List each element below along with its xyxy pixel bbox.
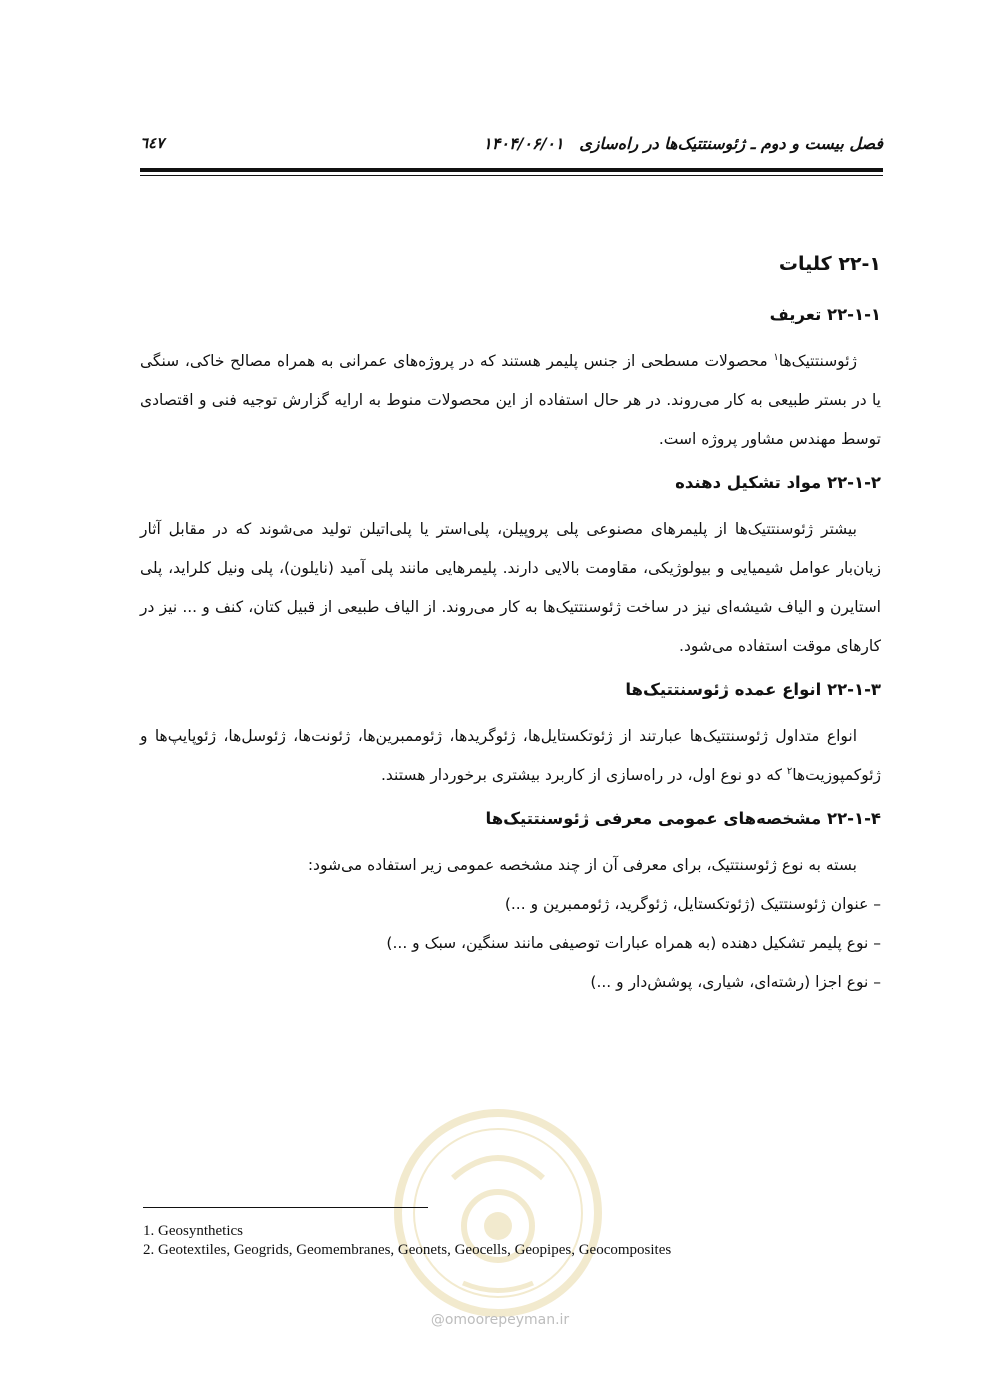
list-item: – نوع اجزا (رشته‌ای، شیاری، پوشش‌دار و ...) <box>590 973 881 991</box>
watermark-seal-icon <box>383 1098 613 1328</box>
paragraph-types <box>140 717 881 795</box>
paragraph-text: محصولات مسطحی از جنس پلیمر هستند که در پروژه‌های عمرانی به همراه مصالح خاکی، سنگی یا در بستر طبیعی به کار می‌روند. در هر حال استفاده از این محصولات منوط به ارایه گزارش توجیه فنی و اقتصادی توسط مهندس مشاور پروژه است. <box>140 352 881 448</box>
subsection-heading-definition: ۲۲-۱-۱ تعریف <box>769 305 881 324</box>
paragraph-text: که دو نوع اول، در راه‌سازی از کاربرد بیشتری برخوردار هستند. <box>380 766 787 784</box>
subsection-heading-materials: ۲۲-۱-۲ مواد تشکیل دهنده <box>675 473 881 492</box>
list-item: – نوع پلیمر تشکیل دهنده (به همراه عبارات توصیفی مانند سنگین، سبک و ...) <box>386 934 881 952</box>
paragraph-definition <box>140 342 881 459</box>
paragraph-materials: بیشتر ژئوسنتتیک‌ها از پلیمرهای مصنوعی پلی پروپیلن، پلی‌استر یا پلی‌اتیلن تولید می‌شوند که در مقابل آثار زیان‌بار عوامل شیمیایی و بیولوژیکی، مقاومت بالایی دارند. پلیمرهایی مانند پلی آمید (نایلون)، پلی ونیل کلراید، پلی استایرن و الیاف شیشه‌ای نیز در ساخت ژئوسنتتیک‌ها به کار می‌روند. از الیاف طبیعی از قبیل کتان، کنف و ... نیز در کارهای موقت استفاده می‌شود. <box>140 520 881 655</box>
footnote-ref: ۱ <box>773 351 779 363</box>
footnote-2: 2. Geotextiles, Geogrids, Geomembranes, Geonets, Geocells, Geopipes, Geocomposites <box>143 1242 672 1258</box>
subsection-heading-specs: ۲۲-۱-۴ مشخصه‌های عمومی معرفی ژئوسنتتیک‌ها <box>485 809 881 828</box>
watermark-site: @omoorepeyman.ir <box>430 1312 570 1328</box>
section-heading: ۲۲-۱ کلیات <box>778 253 881 275</box>
running-header <box>140 128 883 158</box>
list-item: – عنوان ژئوسنتتیک (ژئوتکستایل، ژئوگرید، ژئوممبرین و ...) <box>504 895 881 913</box>
footnote-rule <box>143 1207 428 1208</box>
footnote-ref: ۲ <box>786 765 793 777</box>
body-text <box>140 245 881 1002</box>
footnotes <box>143 1222 671 1260</box>
paragraph-specs-intro: بسته به نوع ژئوسنتتیک، برای معرفی آن از چند مشخصه عمومی زیر استفاده می‌شود: <box>307 856 857 874</box>
page-number: ٦٤٧ <box>140 134 165 152</box>
header-rule-thin <box>140 175 883 176</box>
paragraph-text: انواع متداول ژئوسنتتیک‌ها عبارتند از ژئوتکستایل‌ها، ژئوگریدها، ژئوممبرین‌ها، ژئونت‌ها، ژئوسل‌ها، ژئوپایپ‌ها و ژئوکمپوزیت‌ها <box>140 727 881 784</box>
specs-list <box>140 885 881 1002</box>
header-date: ۱۴۰۴/۰۶/۰۱ <box>483 133 564 153</box>
chapter-header <box>483 134 883 153</box>
footnote-1: 1. Geosynthetics <box>143 1223 243 1239</box>
chapter-title: فصل بیست و دوم ـ ژئوسنتتیک‌ها در راه‌سازی <box>579 133 883 153</box>
paragraph-text: ژئوسنتتیک‌ها <box>778 352 857 370</box>
header-rule-thick <box>140 168 883 172</box>
subsection-heading-types: ۲۲-۱-۳ انواع عمده ژئوسنتتیک‌ها <box>625 680 881 699</box>
